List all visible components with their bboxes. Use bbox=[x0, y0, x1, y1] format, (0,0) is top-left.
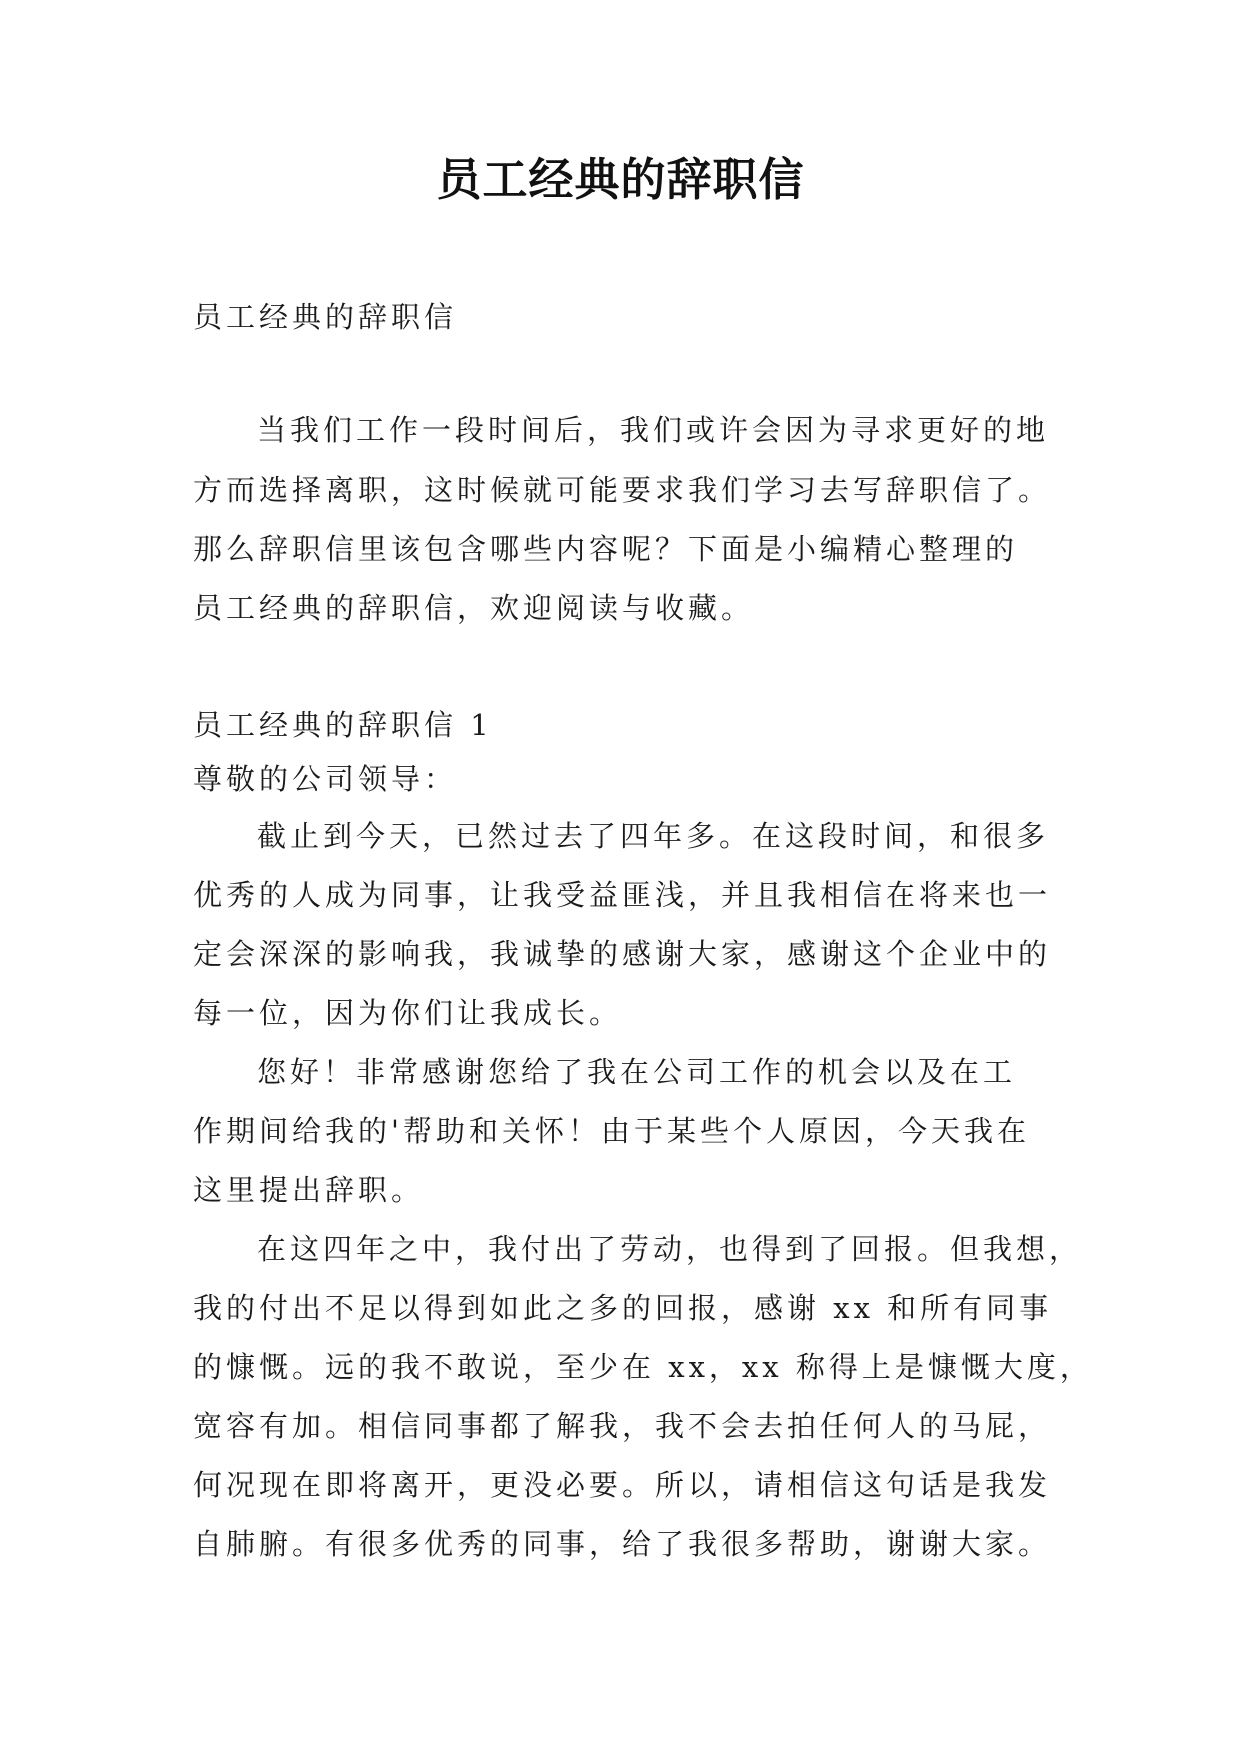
paragraph-line: 宽容有加。相信同事都了解我，我不会去拍任何人的马屁， bbox=[193, 1409, 1052, 1443]
paragraph-line: 我的付出不足以得到如此之多的回报，感谢 xx 和所有同事 bbox=[193, 1291, 1053, 1325]
paragraph-line: 自肺腑。有很多优秀的同事，给了我很多帮助，谢谢大家。 bbox=[193, 1527, 1052, 1561]
paragraph-line: 您好！非常感谢您给了我在公司工作的机会以及在工 bbox=[257, 1055, 1017, 1089]
salutation: 尊敬的公司领导： bbox=[193, 762, 458, 796]
letter-heading: 员工经典的辞职信 1 bbox=[193, 708, 493, 742]
intro-line: 员工经典的辞职信，欢迎阅读与收藏。 bbox=[193, 591, 755, 625]
paragraph-line: 这里提出辞职。 bbox=[193, 1173, 425, 1207]
document-subtitle: 员工经典的辞职信 bbox=[193, 300, 458, 334]
paragraph-line: 每一位，因为你们让我成长。 bbox=[193, 996, 623, 1030]
paragraph-line: 优秀的人成为同事，让我受益匪浅，并且我相信在将来也一 bbox=[193, 878, 1052, 912]
paragraph-line: 在这四年之中，我付出了劳动，也得到了回报。但我想， bbox=[257, 1232, 1083, 1266]
intro-line: 那么辞职信里该包含哪些内容呢？下面是小编精心整理的 bbox=[193, 532, 1019, 566]
paragraph-line: 的慷慨。远的我不敢说，至少在 xx，xx 称得上是慷慨大度， bbox=[193, 1350, 1093, 1384]
paragraph-line: 定会深深的影响我，我诚挚的感谢大家，感谢这个企业中的 bbox=[193, 937, 1052, 971]
intro-line: 方而选择离职，这时候就可能要求我们学习去写辞职信了。 bbox=[193, 473, 1052, 507]
paragraph-line: 作期间给我的'帮助和关怀！由于某些个人原因，今天我在 bbox=[193, 1114, 1030, 1148]
paragraph-line: 截止到今天，已然过去了四年多。在这段时间，和很多 bbox=[257, 819, 1050, 853]
paragraph-line: 何况现在即将离开，更没必要。所以，请相信这句话是我发 bbox=[193, 1468, 1052, 1502]
document-title: 员工经典的辞职信 bbox=[436, 153, 805, 206]
intro-line: 当我们工作一段时间后，我们或许会因为寻求更好的地 bbox=[257, 413, 1050, 447]
